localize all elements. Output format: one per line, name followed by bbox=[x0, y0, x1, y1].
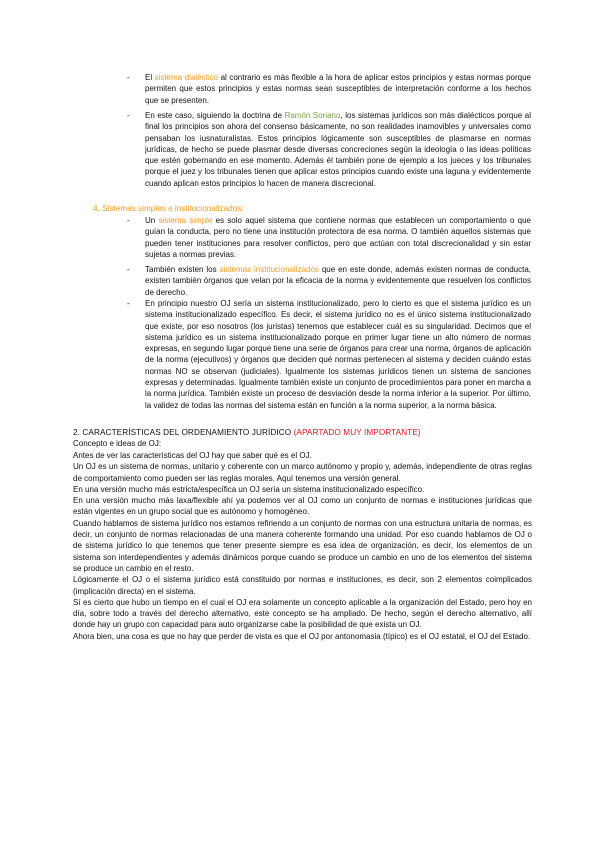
bullet-dash: - bbox=[127, 265, 130, 274]
section-4-title: 4. Sistemas simples e institucionalizados: bbox=[93, 204, 244, 213]
bullet-institutional-system: También existen los sistemas institucionalizados que en este donde, además existen normas de conducta, existen también órganos que velan por la eficacia de la norma y evidentemente que resuelven los conflictos de derecho. bbox=[145, 265, 531, 297]
section-2-subheading: Concepto e ideas de OJ: bbox=[73, 439, 162, 448]
bullet-simple-system: Un sistema simple es solo aquel sistema que contiene normas que establecen un comportamiento o que guían la conducta, pero no tiene una institución protectora de esa norma. O también aquellos sistemas que pueden tener instituciones para resolver conflictos, pero que actúan con total discrecionalidad y sin estar sujetas a normas previas. bbox=[145, 216, 532, 259]
bullet-dash: - bbox=[127, 299, 130, 308]
paragraph: Ahora bien, una cosa es que no hay que perder de vista es que el OJ por antonomasia (típico) es el OJ estatal, el OJ del Estado. bbox=[73, 631, 531, 641]
paragraph: Antes de ver las características del OJ hay que saber qué es el OJ. bbox=[73, 451, 312, 460]
bullet-dash: - bbox=[127, 216, 130, 225]
paragraph: Sí es cierto que hubo un tiempo en el cual el OJ era solamente un concepto aplicable a la organización del Estado, pero hoy en día, sobre todo a través del derecho alternativo, este concepto se ha ampliado. De hecho, según el derecho alternativo, allí donde hay un grupo con capacidad para auto organizarse cabe la posibilidad de que exista un OJ. bbox=[73, 597, 532, 630]
paragraph: En una versión mucho más laxa/flexible ahí ya podemos ver al OJ como un conjunto de normas e instituciones jurídicas que están vigentes en un grupo social que es autónomo y homogéneo. bbox=[73, 496, 532, 517]
bullet-soriano: En este caso, siguiendo la doctrina de Ramón Soriano, los sistemas jurídicos son más dialécticos porque al final los principios son ahora del consenso básicamente, no son realidades inamovibles y universales como pensaban los iusnaturalistas. Estos principios lógicamente son susceptibles de plasmarse en normas jurídicas, de hecho se puede plasmar desde diversas concreciones según la ideología o las ideas políticas que estén gobernando en ese momento. Además él también pone de ejemplo a los jueces y los tribunales porque el juez y los tribunales tienen que aplicar estos principios cuando existe una laguna y evidentemente cuando aplican estos principios lo hacen de manera discrecional. bbox=[145, 111, 531, 188]
bullet-dash: - bbox=[127, 73, 130, 82]
bullet-dialectic: El sistema dialéctico al contrario es más flexible a la hora de aplicar estos principios y estas normas porque permiten que estos principios y estas normas sean susceptibles de interpretación conforme a los hechos que se presenten. bbox=[145, 73, 531, 105]
paragraph: Lógicamente el OJ o el sistema jurídico está constituido por normas e instituciones, es decir, son 2 elementos coimplicados (implicación directa) en el sistema. bbox=[73, 575, 532, 596]
paragraph: Cuando hablamos de sistema jurídico nos estamos refiriendo a un conjunto de normas con una estructura unitaria de normas, es decir, un conjunto de normas relacionadas de una manera coherente formando una unidad. Por eso cuando hablamos de OJ o de sistema jurídico lo que tenemos que tener presente siempre es esa idea de organización, es decir, los elementos de un sistema son interdependientes y además dinámicos porque cuando se produce un cambio en uno de los elementos del sistema se produce un cambio en el resto. bbox=[73, 518, 532, 573]
important-note: (APARTADO MUY IMPORTANTE) bbox=[293, 428, 421, 437]
paragraph: Un OJ es un sistema de normas, unitario y coherente con un marco autónomo y propio y, además, independiente de otras reglas de comportamiento como pueden ser las reglas morales. Aquí tenemos una versión general. bbox=[73, 462, 532, 483]
highlight-term: sistemas institucionalizados bbox=[219, 265, 319, 274]
section-2-heading: 2. CARACTERÍSTICAS DEL ORDENAMIENTO JURÍDICO (APARTADO MUY IMPORTANTE) bbox=[73, 428, 421, 437]
highlight-term: sistema simple bbox=[158, 216, 213, 225]
bullet-dash: - bbox=[127, 111, 130, 120]
bullet-oj-institutional: En principio nuestro OJ sería un sistema institucionalizado, pero lo cierto es que el sistema jurídico es un sistema institucionalizado específico. Es decir, el sistema jurídico no es el único sistema institucionalizado que existe, por eso nosotros (los juristas) tenemos que establecer cuál es su singularidad. Decimos que el sistema jurídico es un sistema institucionalizado porque en primer lugar tiene un alto número de normas expresas, en segundo lugar porque tiene una serie de órganos para crear una norma, órganos de aplicación de la norma (ejecutivos) y órganos que deciden qué normas pertenecen al sistema y deciden cuándo estas normas NO se observan (judiciales). Igualmente los sistemas jurídicos tienen un sistema de sanciones expresas y determinadas. Igualmente también existe un conjunto de procedimientos para poner en marcha a la norma jurídica. También existe un proceso de desviación desde la norma inferior a la superior. Por último, la validez de todas las normas del sistema están en función a la norma superior, a la norma básica. bbox=[145, 299, 532, 410]
highlight-term: sistema dialéctico bbox=[154, 73, 219, 82]
section-2-body bbox=[73, 450, 532, 642]
highlight-author: Ramón Soriano bbox=[284, 111, 341, 120]
paragraph: En una versión mucho más estricta/específica un OJ sería un sistema institucionalizado específico. bbox=[73, 484, 425, 494]
